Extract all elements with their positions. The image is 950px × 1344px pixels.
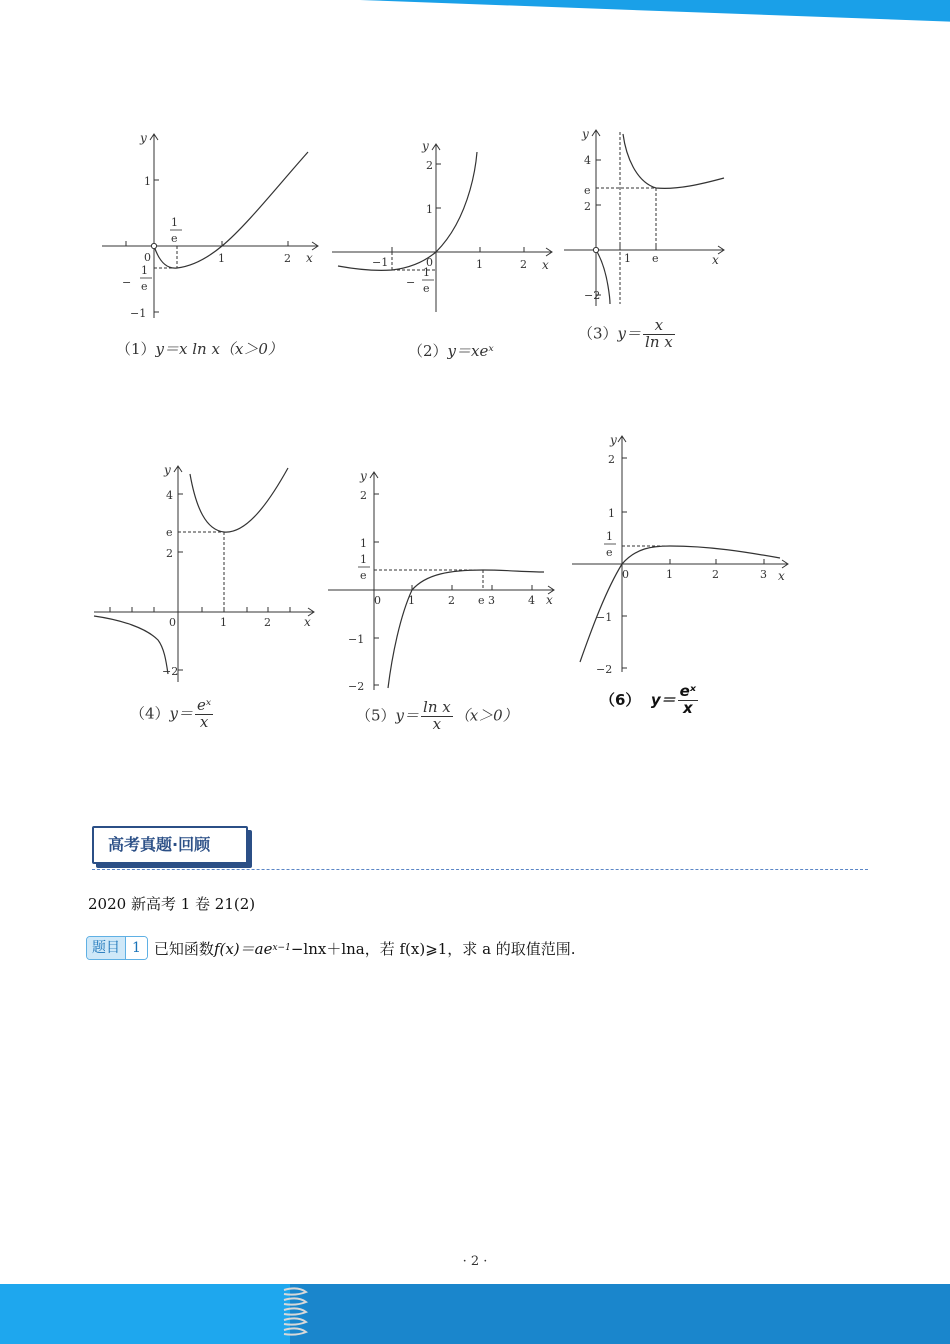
svg-text:e: e	[584, 184, 591, 197]
problem-statement	[86, 937, 576, 959]
svg-text:1: 1	[624, 252, 631, 265]
svg-text:1: 1	[171, 216, 178, 229]
svg-text:1: 1	[666, 568, 673, 581]
svg-text:1: 1	[220, 616, 227, 629]
svg-text:3: 3	[488, 594, 495, 607]
graph-3	[562, 126, 732, 311]
svg-text:4: 4	[166, 489, 173, 502]
svg-text:x: x	[778, 569, 785, 583]
svg-text:y: y	[140, 131, 147, 145]
svg-text:y: y	[582, 127, 589, 141]
caption-6: （6） y＝ $\frac{\text{eˣ}}{x}$	[600, 682, 697, 717]
problem-tag-label: 题目	[87, 937, 125, 959]
svg-text:0: 0	[622, 568, 629, 581]
svg-text:1: 1	[218, 252, 225, 265]
curve-1	[154, 152, 308, 268]
curve-3-right	[623, 134, 724, 188]
svg-text:2: 2	[426, 159, 433, 172]
svg-text:1: 1	[360, 537, 367, 550]
top-accent-stripe	[360, 0, 950, 22]
problem-tag-number: 1	[125, 937, 147, 959]
svg-text:−2: −2	[596, 663, 613, 676]
svg-text:−2: −2	[162, 665, 179, 678]
svg-text:2: 2	[360, 489, 367, 502]
svg-text:e: e	[423, 282, 430, 295]
graph-6	[570, 432, 794, 676]
caption-2: （2）y＝xeˣ	[408, 342, 494, 360]
svg-text:−1: −1	[372, 256, 389, 269]
svg-text:y: y	[422, 139, 429, 153]
svg-text:2: 2	[166, 547, 173, 560]
svg-text:−2: −2	[584, 289, 601, 302]
svg-text:3: 3	[760, 568, 767, 581]
curve-5	[388, 570, 544, 688]
graph-2	[330, 140, 560, 320]
svg-text:y: y	[360, 469, 367, 483]
curve-4-right	[190, 468, 288, 532]
page-number: · 2 ·	[462, 1254, 488, 1269]
svg-text:x: x	[542, 258, 549, 272]
caption-3: （3）y＝ $\frac{x}{\text{ln x}}$	[578, 316, 673, 351]
svg-text:x: x	[304, 615, 311, 629]
svg-text:4: 4	[528, 594, 535, 607]
svg-text:0: 0	[374, 594, 381, 607]
graph-1	[96, 126, 326, 326]
caption-4: （4）y＝ $\frac{\text{eˣ}}{x}$	[130, 696, 212, 731]
svg-text:y: y	[164, 463, 171, 477]
svg-text:2: 2	[520, 258, 527, 271]
curve-2	[338, 152, 477, 270]
svg-text:1: 1	[408, 594, 415, 607]
problem-formula: f(x)＝ae	[213, 939, 273, 958]
svg-text:e: e	[166, 526, 173, 539]
svg-text:2: 2	[448, 594, 455, 607]
curve-6	[580, 546, 780, 662]
svg-text:2: 2	[584, 200, 591, 213]
svg-text:−1: −1	[130, 307, 147, 320]
svg-text:e: e	[606, 546, 613, 559]
svg-text:2: 2	[712, 568, 719, 581]
svg-text:y: y	[610, 433, 617, 447]
svg-text:2: 2	[284, 252, 291, 265]
section-heading: 高考真题·回顾	[92, 826, 248, 864]
svg-text:e: e	[141, 280, 148, 293]
problem-text-rest: −lnx＋lna，若 f(x)⩾1，求 a 的取值范围.	[290, 939, 576, 958]
svg-text:1: 1	[144, 175, 151, 188]
svg-text:−2: −2	[348, 680, 365, 693]
graph-5	[326, 466, 562, 696]
svg-text:1: 1	[426, 203, 433, 216]
svg-text:−: −	[406, 276, 416, 289]
svg-text:2: 2	[608, 453, 615, 466]
curve-4-left	[94, 616, 168, 674]
svg-text:1: 1	[141, 264, 148, 277]
svg-text:2: 2	[264, 616, 271, 629]
problem-tag	[86, 936, 148, 960]
svg-text:x: x	[306, 251, 313, 265]
svg-text:1: 1	[608, 507, 615, 520]
svg-text:−: −	[122, 276, 132, 289]
svg-text:1: 1	[423, 266, 430, 279]
svg-text:0: 0	[169, 616, 176, 629]
svg-text:1: 1	[360, 553, 367, 566]
svg-text:1: 1	[606, 530, 613, 543]
svg-text:x: x	[546, 593, 553, 607]
footer-band	[0, 1284, 950, 1344]
svg-text:e: e	[652, 252, 659, 265]
problem-text-prefix: 已知函数	[153, 939, 214, 958]
svg-text:e: e	[478, 594, 485, 607]
svg-text:x: x	[712, 253, 719, 267]
svg-text:0: 0	[426, 256, 433, 269]
caption-5: （5）y＝ $\frac{\text{ln x}}{x}$ （x＞0）	[356, 698, 518, 733]
svg-text:e: e	[171, 232, 178, 245]
section-divider	[92, 869, 868, 870]
svg-text:−1: −1	[596, 611, 613, 624]
svg-text:0: 0	[144, 251, 151, 264]
svg-text:4: 4	[584, 154, 591, 167]
svg-text:1: 1	[476, 258, 483, 271]
svg-text:−1: −1	[348, 633, 365, 646]
svg-text:e: e	[360, 569, 367, 582]
problem-source: 2020 新高考 1 卷 21(2)	[88, 895, 256, 913]
graph-4	[92, 460, 322, 690]
caption-1: （1）y＝x ln x（x＞0）	[116, 340, 283, 358]
problem-formula-exponent: x−1	[272, 943, 291, 953]
